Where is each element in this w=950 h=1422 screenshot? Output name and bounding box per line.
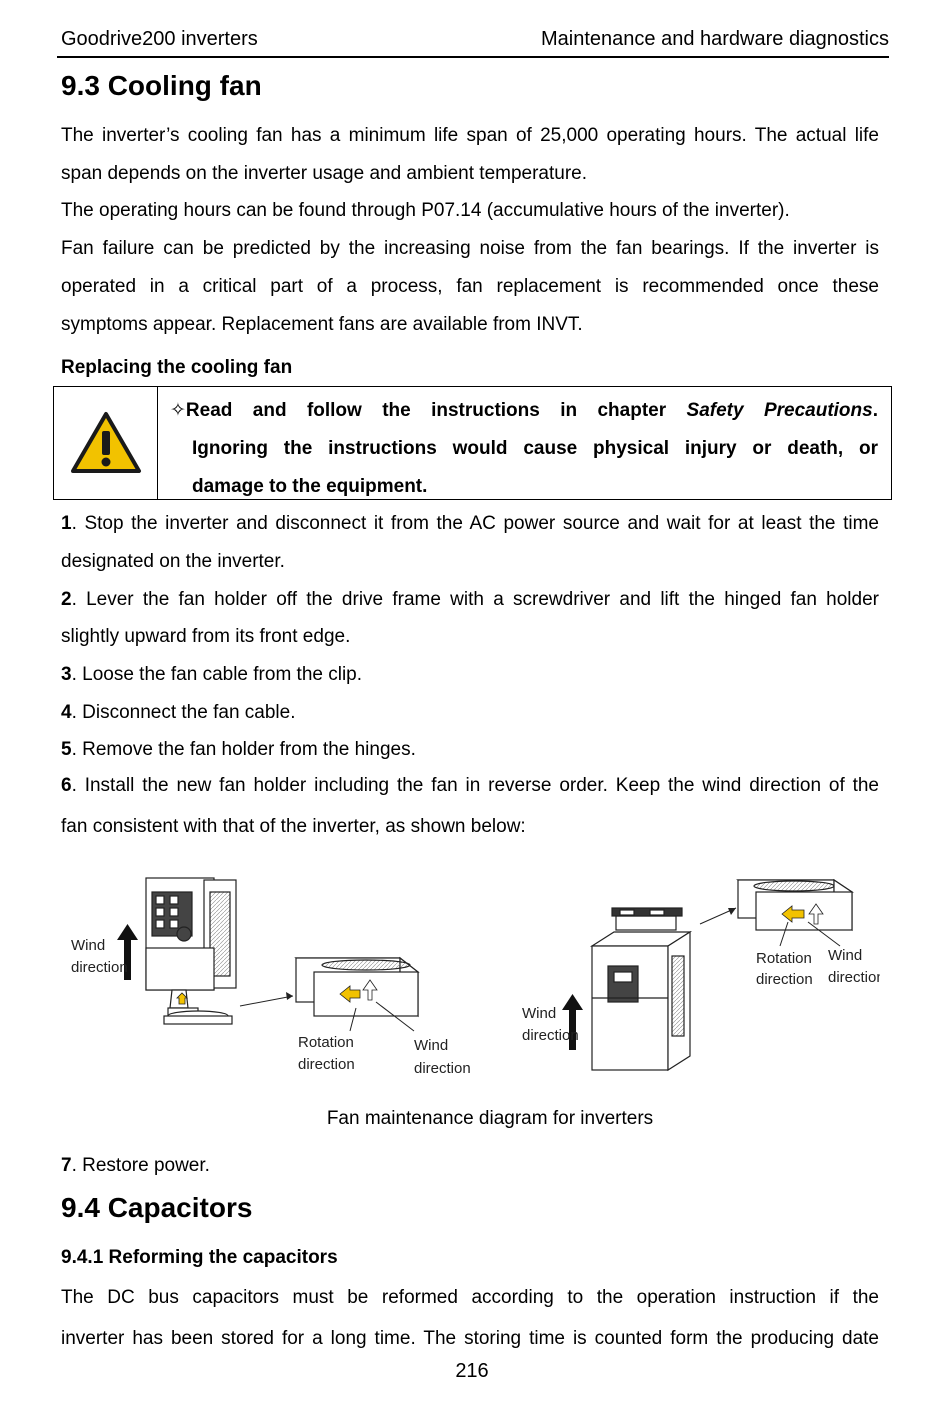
step-2-cont: slightly upward from its front edge. (61, 626, 351, 647)
step-text: . Restore power. (71, 1155, 210, 1176)
paragraph: symptoms appear. Replacement fans are available from INVT. (61, 314, 583, 335)
section-title: 9.4 Capacitors (61, 1192, 253, 1223)
paragraph: The operating hours can be found through P07.14 (accumulative hours of the inverter). (61, 200, 790, 221)
diagram-caption: Fan maintenance diagram for inverters (326, 1108, 654, 1129)
step-5 (61, 731, 879, 769)
step-6-cont: fan consistent with that of the inverter, as shown below: (61, 816, 526, 837)
header-right: Maintenance and hardware diagnostics (541, 28, 889, 50)
cooling-fan-drawing (738, 880, 852, 930)
label-direction: direction (828, 969, 880, 986)
step-7 (61, 1147, 879, 1185)
step-number: 2 (61, 589, 72, 610)
step-text: . Disconnect the fan cable. (71, 702, 296, 723)
header-left: Goodrive200 inverters (61, 28, 258, 50)
fan-maintenance-diagram (60, 868, 880, 1093)
label-direction: direction (414, 1060, 471, 1077)
small-inverter-drawing (146, 878, 236, 1024)
paragraph: span depends on the inverter usage and ambient temperature. (61, 163, 588, 184)
label-direction: direction (522, 1027, 579, 1044)
paragraph: Fan failure can be predicted by the increasing noise from the fan bearings. If the inverter is (61, 238, 879, 259)
step-number: 3 (61, 664, 72, 685)
label-wind: Wind (71, 937, 106, 954)
paragraph: operated in a critical part of a process, fan replacement is recommended once these (61, 276, 879, 297)
paragraph: The inverter’s cooling fan has a minimum life span of 25,000 operating hours. The actual life (61, 125, 879, 146)
subheading: Replacing the cooling fan (61, 357, 293, 378)
label-rotation: Rotation (756, 950, 812, 967)
warning-bullet: ✧ (170, 400, 186, 421)
large-inverter-drawing (592, 908, 690, 1070)
label-wind: Wind (828, 947, 863, 964)
warning-line3: damage to the equipment. (192, 476, 428, 497)
step-1 (61, 505, 879, 543)
step-4 (61, 694, 879, 732)
cooling-fan-drawing (296, 958, 418, 1016)
paragraph: The DC bus capacitors must be reformed according to the operation instruction if the (61, 1287, 879, 1308)
step-2 (61, 581, 879, 619)
label-direction: direction (756, 971, 813, 988)
step-number: 6 (61, 775, 72, 796)
label-wind: Wind (414, 1037, 449, 1054)
warning-period: . (872, 400, 878, 421)
label-rotation: Rotation (298, 1034, 354, 1051)
step-text: . Install the new fan holder including the fan in reverse order. Keep the wind direction of the (71, 775, 879, 796)
warning-triangle-icon (70, 411, 142, 480)
step-1-cont: designated on the inverter. (61, 551, 285, 572)
label-direction: direction (71, 959, 128, 976)
warning-box (53, 386, 892, 500)
step-number: 7 (61, 1155, 72, 1176)
warning-line1: Read and follow the instructions in chapter (185, 400, 687, 421)
label-wind: Wind (522, 1005, 557, 1022)
warning-line2: Ignoring the instructions would cause physical injury or death, or (192, 438, 878, 459)
subsection-title: 9.4.1 Reforming the capacitors (61, 1247, 338, 1268)
step-number: 5 (61, 739, 72, 760)
paragraph: inverter has been stored for a long time. The storing time is counted form the producing date (61, 1328, 879, 1349)
step-6 (61, 767, 879, 805)
step-3 (61, 656, 879, 694)
warning-divider (157, 387, 158, 499)
step-text: . Loose the fan cable from the clip. (71, 664, 363, 685)
label-direction: direction (298, 1056, 355, 1073)
warning-chapter-ref: Safety Precautions (686, 400, 873, 421)
step-text: . Stop the inverter and disconnect it from the AC power source and wait for at least the time (71, 513, 879, 534)
step-number: 4 (61, 702, 72, 723)
section-title: 9.3 Cooling fan (61, 70, 262, 101)
page-number: 216 (455, 1360, 489, 1382)
step-text: . Lever the fan holder off the drive frame with a screwdriver and lift the hinged fan holder (71, 589, 879, 610)
step-number: 1 (61, 513, 72, 534)
header-rule (57, 56, 889, 58)
warning-text (170, 392, 878, 506)
step-text: . Remove the fan holder from the hinges. (71, 739, 416, 760)
